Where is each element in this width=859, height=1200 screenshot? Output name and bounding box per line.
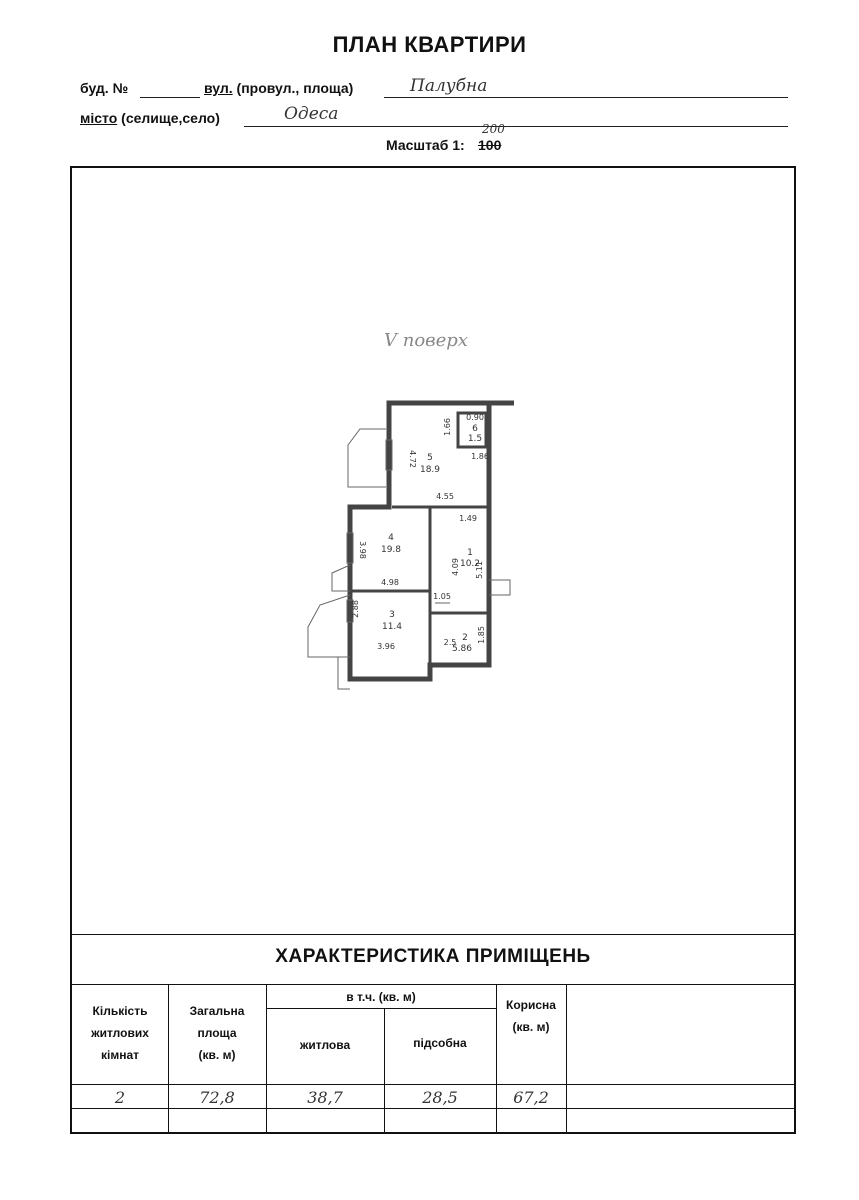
room-area: 11.4	[381, 622, 403, 632]
table-col-divider	[566, 984, 567, 1134]
dim-label: 1.85	[477, 626, 486, 644]
room-area: 19.8	[380, 545, 402, 555]
value-rooms-count: 2	[114, 1088, 126, 1107]
floor-plan	[300, 395, 530, 695]
value-total-area: 72,8	[199, 1088, 235, 1107]
city-label: місто (селище,село)	[80, 110, 220, 126]
street-value: Палубна	[410, 76, 488, 96]
room-area: 18.9	[419, 465, 441, 475]
street-label: вул. (провул., площа)	[204, 80, 354, 96]
dim-label: 4.09	[451, 558, 460, 576]
table-header-bottom	[72, 1084, 794, 1085]
table-col-divider	[384, 1008, 385, 1134]
room-area: 5.86	[451, 644, 473, 654]
value-useful-area: 67,2	[513, 1088, 549, 1107]
room-number: 6	[472, 424, 478, 434]
floor-label: V поверх	[384, 330, 468, 351]
building-number-label: буд. №	[80, 80, 129, 96]
header-auxiliary: підсобна	[413, 1036, 467, 1050]
table-subheader-border	[266, 1008, 496, 1009]
table-header-border	[72, 984, 794, 985]
dim-label: 0.90	[466, 413, 484, 422]
header-total-area: Загальна площа (кв. м)	[189, 1004, 245, 1062]
room-number: 4	[388, 533, 394, 543]
building-number-line	[140, 97, 200, 98]
city-value: Одеса	[284, 104, 339, 124]
room-number: 3	[389, 610, 395, 620]
dim-label: 4.98	[381, 578, 399, 587]
dim-label: 3.96	[377, 642, 395, 651]
dim-label: 4.55	[436, 492, 454, 501]
room-area: 10.2	[459, 559, 481, 569]
street-line	[384, 97, 788, 98]
scale-label: Масштаб 1:	[386, 137, 465, 153]
dim-label: 1.66	[443, 418, 452, 436]
header-useful: Корисна (кв. м)	[506, 998, 556, 1034]
dim-label: 2.88	[351, 600, 360, 618]
table-top-border	[72, 934, 794, 935]
characteristics-title: ХАРАКТЕРИСТИКА ПРИМІЩЕНЬ	[275, 946, 591, 967]
dim-label: 4.72	[408, 450, 417, 468]
header-including: в т.ч. (кв. м)	[346, 990, 416, 1004]
scale-old-value: 100	[478, 137, 502, 153]
city-line	[244, 126, 788, 127]
header-living: житлова	[299, 1038, 351, 1052]
dim-label: 1.49	[459, 514, 477, 523]
dim-label: 2.5	[443, 638, 457, 647]
room-number: 1	[467, 548, 473, 558]
room-number: 5	[427, 453, 433, 463]
room-area: 1.5	[467, 434, 483, 444]
value-living-area: 38,7	[307, 1088, 343, 1107]
table-row-border	[72, 1108, 794, 1109]
dim-label: 3.98	[358, 541, 367, 559]
dim-label: 5.11	[475, 561, 484, 579]
dim-label: 1.05	[433, 592, 451, 601]
page-title: ПЛАН КВАРТИРИ	[332, 32, 527, 57]
value-auxiliary-area: 28,5	[422, 1088, 458, 1107]
room-number: 2	[462, 633, 468, 643]
scale-new-value: 200	[482, 122, 505, 136]
dim-label: 1.86	[471, 452, 489, 461]
header-rooms-count: Кількість житлових кімнат	[91, 1004, 149, 1062]
